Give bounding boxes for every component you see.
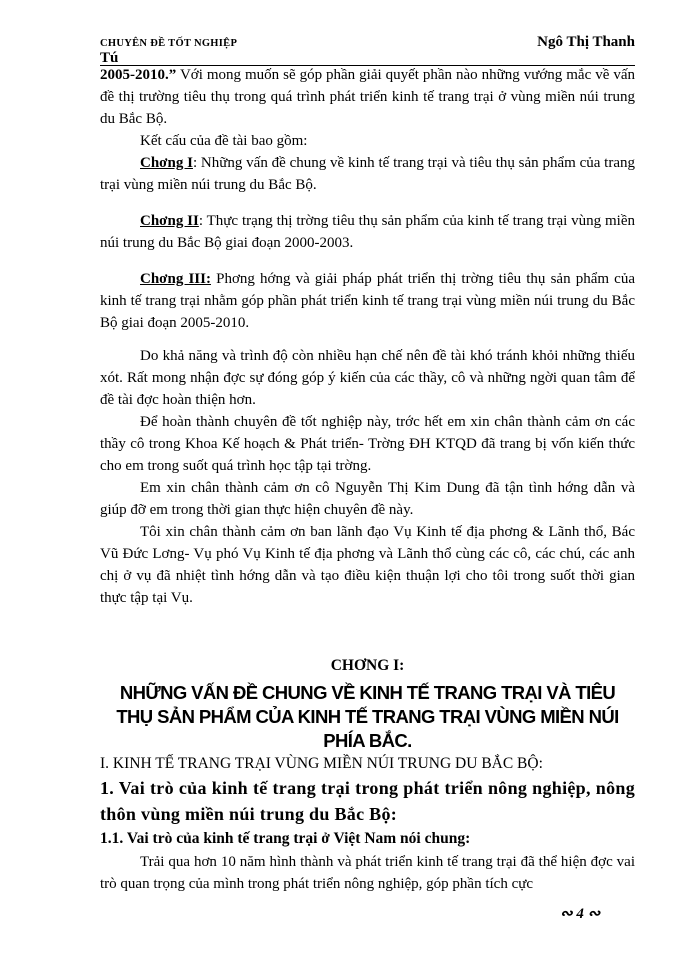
chapter-title: NHỮNG VẤN ĐỀ CHUNG VỀ KINH TẾ TRANG TRẠI VÀ TIÊU THỤ SẢN PHẨM CỦA KINH TẾ TRANG TRẠI VÙNG MIỀN NÚI PHÍA BẮC. (116, 682, 619, 751)
section-heading-1-1: 1.1. Vai trò của kinh tế trang trại ở Việt Nam nói chung: (100, 830, 471, 847)
acknowledgement-faculty: Để hoàn thành chuyên đề tốt nghiệp này, trớc hết em xin chân thành cảm ơn các thầy cô trong Khoa Kế hoạch & Phát triển- Trờng ĐH KTQD đã trang bị vốn kiến thức cho em trong suốt quá trình học tập tại trờng. (100, 414, 635, 474)
structure-intro: Kết cấu của đề tài bao gồm: (140, 133, 308, 149)
chapter-2-text: : Thực trạng thị trờng tiêu thụ sản phẩm của kinh tế trang trại vùng miền núi trung du Bắc Bộ giai đoạn 2000-2003. (100, 213, 636, 251)
limitations-paragraph: Do khả năng và trình độ còn nhiều hạn chế nên đề tài khó tránh khỏi những thiếu xót. Rất mong nhận đợc sự đóng góp ý kiến của các thầy, cô và những ngời quan tâm để đề tài đợc hoàn thiện hơn. (100, 348, 635, 408)
section-heading-I: I. KINH TẾ TRANG TRẠI VÙNG MIỀN NÚI TRUNG DU BẮC BỘ: (100, 755, 543, 772)
chapter-number: CHƠNG I: (330, 657, 405, 674)
chapter-3-label: Chơng III: (140, 271, 211, 287)
chapter-1-label: Chơng I (140, 155, 193, 171)
chapter-3-summary (100, 268, 635, 334)
acknowledgement-supervisor: Em xin chân thành cảm ơn cô Nguyễn Thị Kim Dung đã tận tình hớng dẫn và giúp đỡ em trong thời gian thực hiện chuyên đề này. (100, 480, 635, 518)
chapter-1-summary (100, 152, 635, 196)
chapter-1-text: : Những vấn đề chung về kinh tế trang trại và tiêu thụ sản phẩm của trang trại vùng miền núi trung du Bắc Bộ. (100, 155, 635, 193)
header-author-name-continued: Tú (100, 50, 119, 66)
section-heading-1: 1. Vai trò của kinh tế trang trại trong phát triển nông nghiệp, nông thôn vùng miền núi trung du Bắc Bộ: (100, 778, 635, 824)
chapter-2-summary (100, 210, 635, 254)
intro-paragraph (100, 64, 635, 130)
chapter-3-text: Phơng hớng và giải pháp phát triển thị trờng tiêu thụ sản phẩm của kinh tế trang trại nhằm góp phần phát triển kinh tế trang trại vùng miền núi trung du Bắc Bộ giai đoạn 2005-2010. (100, 271, 635, 331)
page-number: ∾ 4 ∾ (560, 906, 601, 922)
intro-date-range: 2005-2010.” (100, 67, 177, 83)
body-paragraph: Trải qua hơn 10 năm hình thành và phát triển kinh tế trang trại đã thể hiện đợc vai trò quan trọng của mình trong phát triển nông nghiệp, góp phần tích cực (100, 854, 635, 892)
chapter-2-label: Chơng II (140, 213, 199, 229)
page-header (100, 32, 635, 66)
intro-text: Với mong muốn sẽ góp phần giải quyết phần nào những vướng mắc về vấn đề thị trường tiêu thụ trong quá trình phát triển kinh tế trang trại ở vùng miền núi trung du Bắc Bộ. (100, 67, 635, 127)
header-document-type: CHUYÊN ĐỀ TỐT NGHIỆP (100, 38, 238, 49)
header-author-name: Ngô Thị Thanh (537, 34, 635, 50)
acknowledgement-department: Tôi xin chân thành cảm ơn ban lãnh đạo Vụ Kinh tế địa phơng & Lãnh thổ, Bác Vũ Đức Lơng- Vụ phó Vụ Kinh tế địa phơng và Lãnh thổ cùng các cô, các chú, các anh chị ở vụ đã nhiệt tình hớng dẫn và tạo điều kiện thuận lợi cho tôi trong suốt thời gian thực tập tại Vụ. (100, 524, 635, 606)
page-body (100, 64, 635, 895)
